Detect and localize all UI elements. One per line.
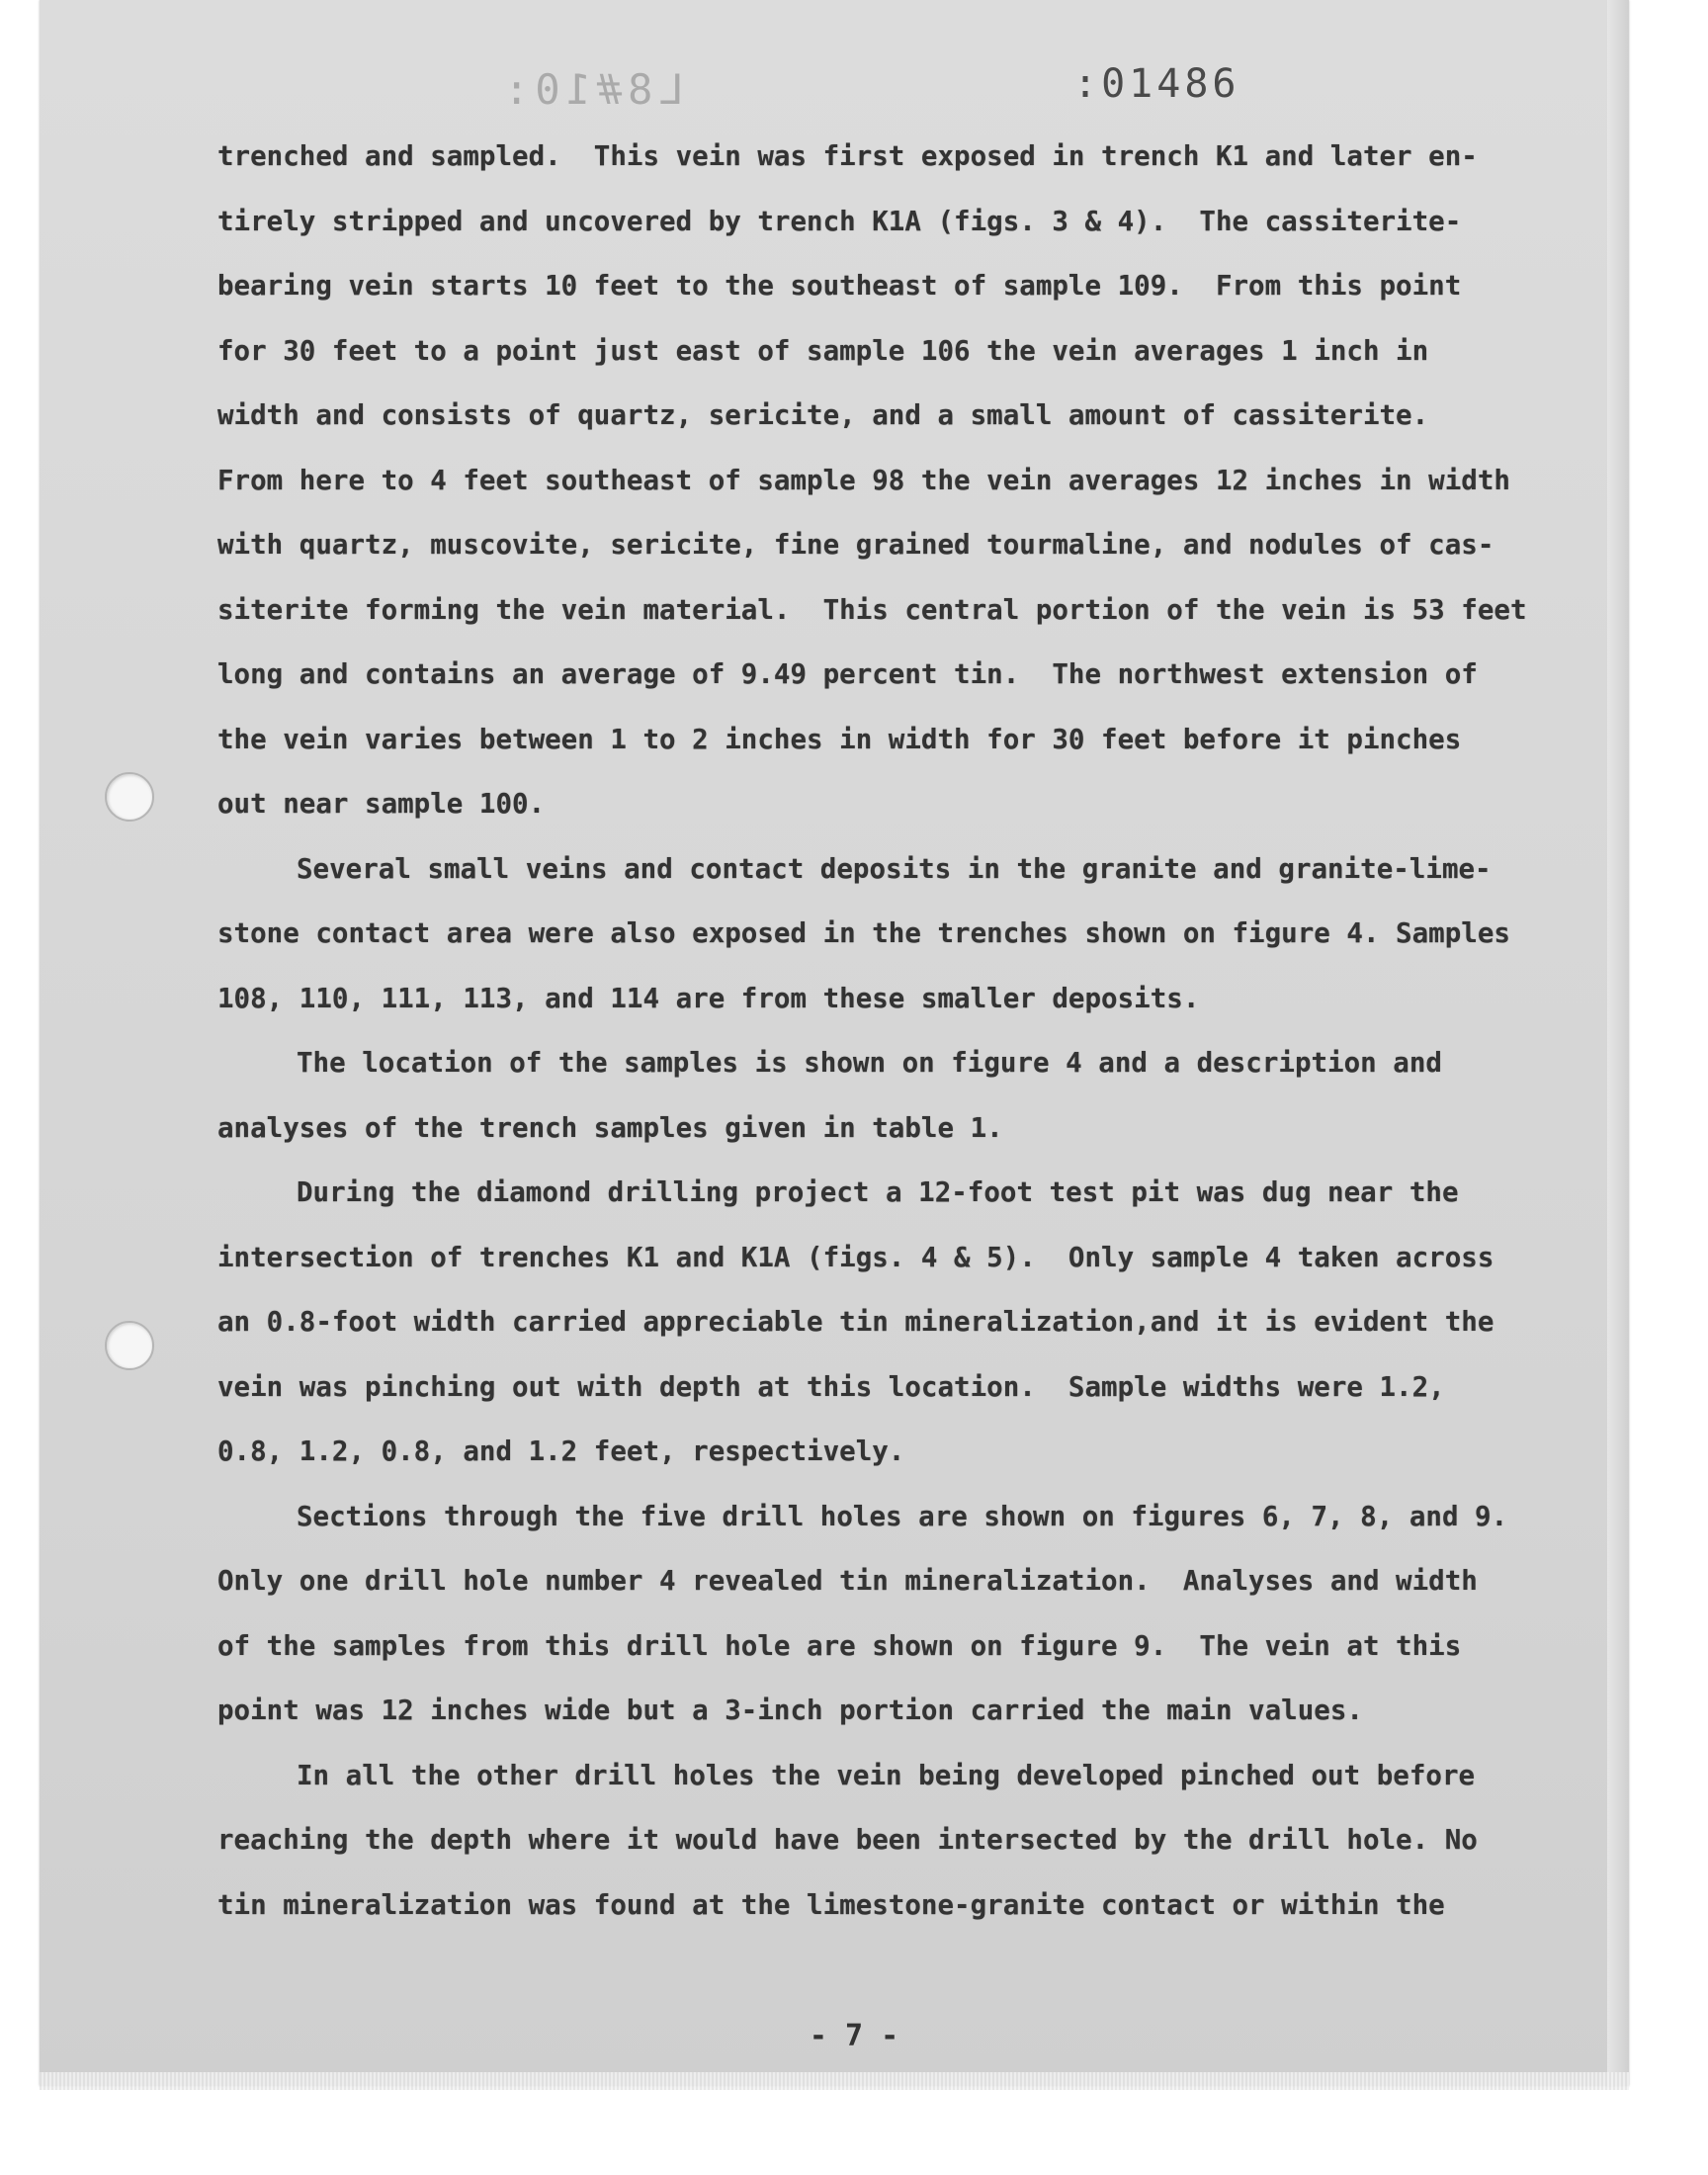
paragraph [217, 837, 1562, 1032]
text-line: width and consists of quartz, sericite, and a small amount of cassiterite. [217, 399, 1429, 431]
punch-hole-icon [105, 1321, 154, 1370]
document-reference-number: :01486 [1073, 61, 1240, 107]
text-line: trenched and sampled. This vein was first exposed in trench K1 and later en- [217, 140, 1478, 172]
text-line: tin mineralization was found at the limestone-granite contact or within the [217, 1888, 1445, 1921]
text-line: stone contact area were also exposed in the trenches shown on figure 4. Samples [217, 917, 1510, 949]
paragraph [217, 1161, 1562, 1485]
body-text [217, 125, 1562, 1938]
page-edge-shadow [1607, 0, 1629, 2086]
text-line: 108, 110, 111, 113, and 114 are from these smaller deposits. [217, 982, 1200, 1014]
text-line: From here to 4 feet southeast of sample 98 the vein averages 12 inches in width [217, 464, 1510, 496]
text-line: tirely stripped and uncovered by trench K1A (figs. 3 & 4). The cassiterite- [217, 205, 1462, 237]
text-line: Several small veins and contact deposits in the granite and granite-lime- [297, 852, 1492, 885]
text-line: bearing vein starts 10 feet to the southeast of sample 109. From this point [217, 270, 1462, 302]
text-line: The location of the samples is shown on figure 4 and a description and [297, 1047, 1442, 1079]
text-line: point was 12 inches wide but a 3-inch portion carried the main values. [217, 1695, 1363, 1726]
punch-hole-icon [105, 772, 154, 822]
text-line: intersection of trenches K1 and K1A (figs. 4 & 5). Only sample 4 taken across [217, 1241, 1494, 1273]
text-line: In all the other drill holes the vein being developed pinched out before [297, 1759, 1476, 1791]
text-line: out near sample 100. [217, 788, 546, 820]
text-line: for 30 feet to a point just east of sample 106 the vein averages 1 inch in [217, 334, 1429, 367]
paragraph [217, 1485, 1562, 1744]
paragraph [217, 1744, 1562, 1939]
text-line: an 0.8-foot width carried appreciable tin mineralization,and it is evident the [217, 1306, 1494, 1338]
text-line: Sections through the five drill holes are shown on figures 6, 7, 8, and 9. [297, 1500, 1508, 1532]
page-number: - 7 - [809, 2019, 899, 2053]
text-line: reaching the depth where it would have been intersected by the drill hole. No [217, 1824, 1478, 1856]
text-line: the vein varies between 1 to 2 inches in width for 30 feet before it pinches [217, 723, 1462, 755]
text-line: of the samples from this drill hole are shown on figure 9. The vein at this [217, 1629, 1462, 1662]
text-line: vein was pinching out with depth at this location. Sample widths were 1.2, [217, 1370, 1445, 1403]
text-line: 0.8, 1.2, 0.8, and 1.2 feet, respectively. [217, 1436, 905, 1467]
text-line: Only one drill hole number 4 revealed tin mineralization. Analyses and width [217, 1565, 1478, 1597]
text-line: analyses of the trench samples given in table 1. [217, 1111, 1003, 1144]
text-line: siterite forming the vein material. This central portion of the vein is 53 feet [217, 593, 1527, 626]
text-line: During the diamond drilling project a 12-foot test pit was dug near the [297, 1176, 1459, 1208]
page-bottom-strip [40, 2072, 1629, 2090]
paragraph [217, 1031, 1562, 1161]
text-line: with quartz, muscovite, sericite, fine grained tourmaline, and nodules of cas- [217, 529, 1494, 561]
text-line: long and contains an average of 9.49 percent tin. The northwest extension of [217, 658, 1478, 690]
paragraph [217, 125, 1562, 837]
bleed-through-reference-number: L8#10: [498, 65, 684, 114]
